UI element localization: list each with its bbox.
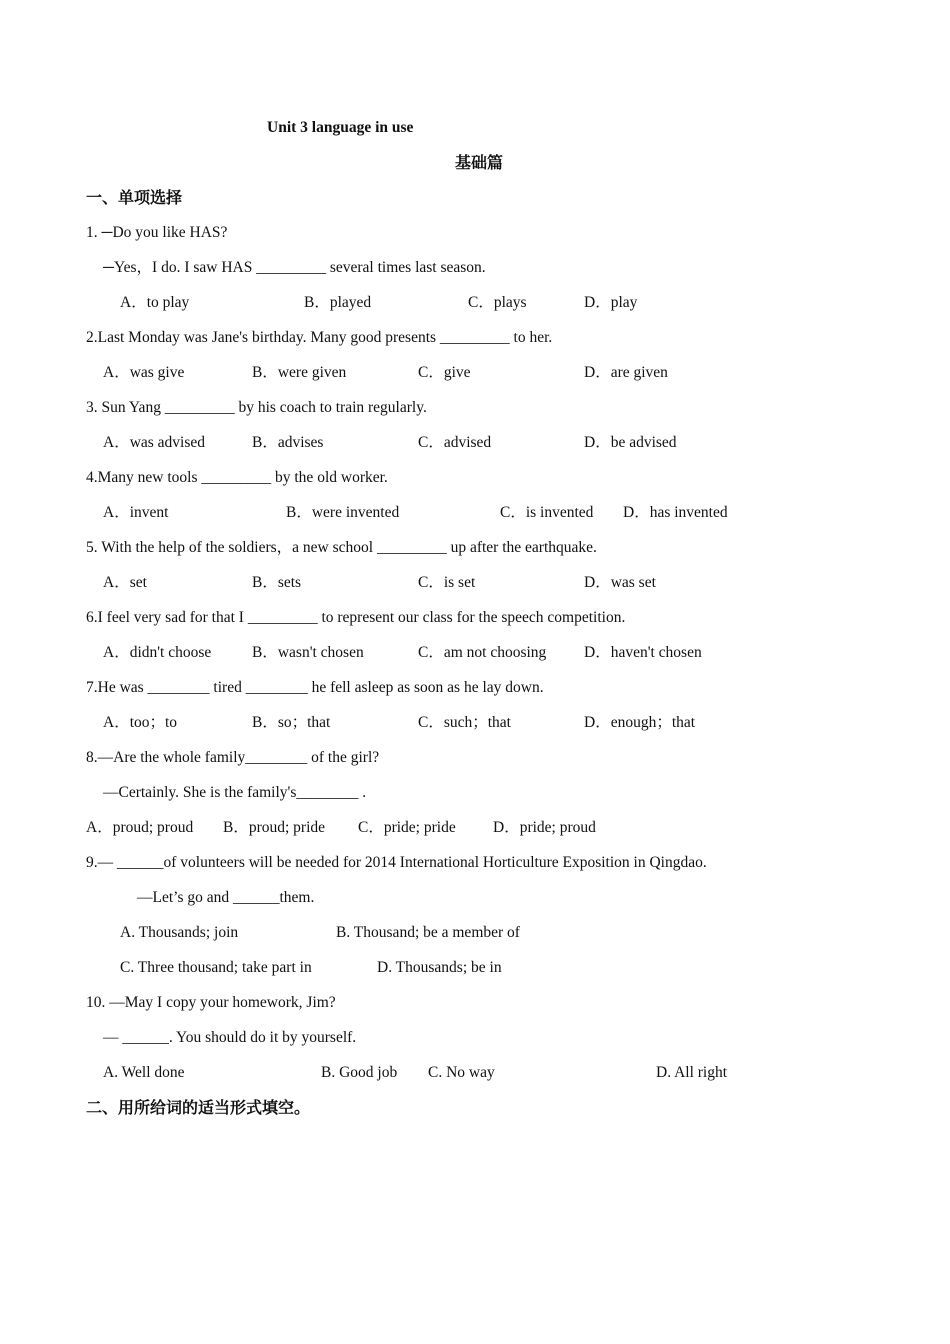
question-10-option-c: C. No way	[428, 1064, 495, 1081]
question-5-option-c: C．is set	[418, 574, 476, 591]
question-10-option-d: D. All right	[656, 1064, 728, 1081]
question-1-option-d: D．play	[584, 294, 638, 311]
question-9-stem-reply: —Let’s go and ______them.	[137, 889, 315, 906]
question-8-option-c: C．pride; pride	[358, 819, 456, 836]
question-3-option-b: B．advises	[252, 434, 324, 451]
question-7-option-c: C．such；that	[418, 714, 511, 731]
question-1-stem-reply: ─Yes，I do. I saw HAS _________ several times last season.	[103, 259, 486, 276]
question-9-option-c: C. Three thousand; take part in	[120, 959, 312, 976]
question-3-option-c: C．advised	[418, 434, 492, 451]
document-title: Unit 3 language in use	[267, 119, 414, 136]
question-8-option-a: A．proud; proud	[86, 819, 194, 836]
question-2-option-b: B．were given	[252, 364, 347, 381]
section-2-heading: 二、用所给词的适当形式填空。	[86, 1098, 311, 1117]
question-1-option-c: C．plays	[468, 294, 527, 311]
question-6-option-a: A．didn't choose	[103, 644, 212, 661]
question-2-option-c: C．give	[418, 364, 471, 381]
question-8-stem-reply: —Certainly. She is the family's________ .	[103, 784, 367, 801]
question-7-option-b: B．so；that	[252, 714, 331, 731]
question-7-option-a: A．too；to	[103, 714, 178, 731]
question-10-option-b: B. Good job	[321, 1064, 398, 1081]
question-1-option-b: B．played	[304, 294, 372, 311]
question-4-option-c: C．is invented	[500, 504, 594, 521]
question-4-option-b: B．were invented	[286, 504, 400, 521]
question-10-stem: 10. —May I copy your homework, Jim?	[86, 994, 336, 1011]
question-6-option-d: D．haven't chosen	[584, 644, 702, 661]
question-6-option-c: C．am not choosing	[418, 644, 547, 661]
question-1-option-a: A．to play	[120, 294, 190, 311]
question-9-option-d: D. Thousands; be in	[377, 959, 502, 976]
question-6-stem: 6.I feel very sad for that I _________ to represent our class for the speech competition.	[86, 609, 626, 626]
question-5-option-a: A．set	[103, 574, 147, 591]
question-4-option-d: D．has invented	[623, 504, 728, 521]
question-4-option-a: A．invent	[103, 504, 169, 521]
question-3-stem: 3. Sun Yang _________ by his coach to train regularly.	[86, 399, 427, 416]
question-3-option-d: D．be advised	[584, 434, 677, 451]
question-2-option-d: D．are given	[584, 364, 668, 381]
question-7-stem: 7.He was ________ tired ________ he fell asleep as soon as he lay down.	[86, 679, 544, 696]
question-9-option-a: A. Thousands; join	[120, 924, 239, 941]
question-2-stem: 2.Last Monday was Jane's birthday. Many good presents _________ to her.	[86, 329, 553, 346]
question-2-option-a: A．was give	[103, 364, 185, 381]
question-8-stem: 8.—Are the whole family________ of the girl?	[86, 749, 380, 766]
question-6-option-b: B．wasn't chosen	[252, 644, 364, 661]
question-10-option-a: A. Well done	[103, 1064, 185, 1081]
document-subtitle: 基础篇	[455, 153, 504, 172]
question-7-option-d: D．enough；that	[584, 714, 696, 731]
question-1-stem: 1. ─Do you like HAS?	[86, 224, 228, 241]
question-5-option-b: B．sets	[252, 574, 302, 591]
question-10-stem-reply: — ______. You should do it by yourself.	[103, 1029, 357, 1046]
question-5-option-d: D．was set	[584, 574, 656, 591]
question-9-stem: 9.— ______of volunteers will be needed for 2014 International Horticulture Exposition in Qingdao.	[86, 854, 707, 871]
question-9-option-b: B. Thousand; be a member of	[336, 924, 520, 941]
question-4-stem: 4.Many new tools _________ by the old worker.	[86, 469, 388, 486]
question-5-stem: 5. With the help of the soldiers，a new school _________ up after the earthquake.	[86, 539, 597, 556]
question-3-option-a: A．was advised	[103, 434, 206, 451]
question-8-option-b: B．proud; pride	[223, 819, 326, 836]
section-1-heading: 一、单项选择	[86, 188, 183, 207]
question-8-option-d: D．pride; proud	[493, 819, 596, 836]
